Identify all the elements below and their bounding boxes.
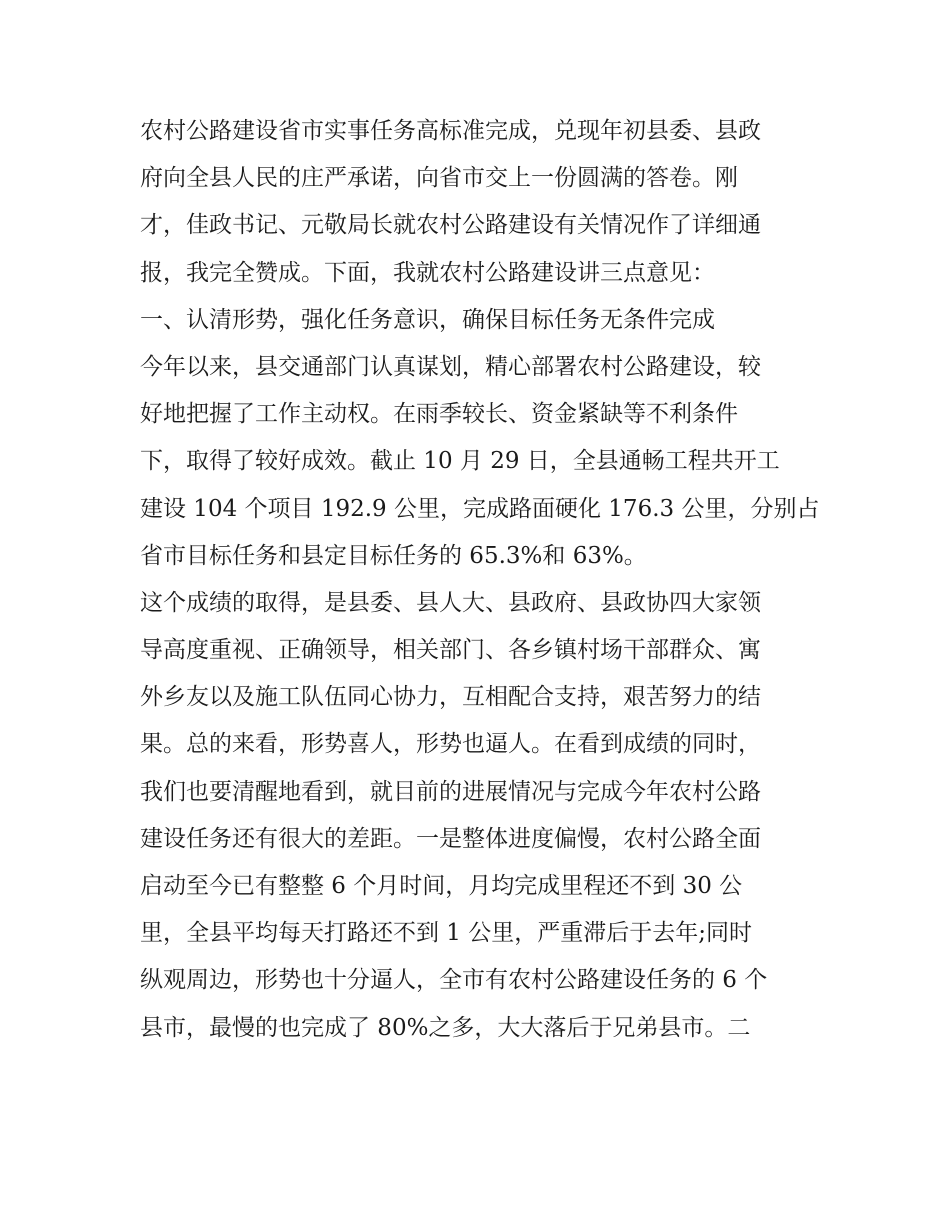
text-line: 报，我完全赞成。下面，我就农村公路建设讲三点意见： xyxy=(140,259,715,286)
text-line: 好地把握了工作主动权。在雨季较长、资金紧缺等不利条件 xyxy=(140,401,738,428)
text-line: 省市目标任务和县定目标任务的 65.3%和 63%。 xyxy=(140,542,647,569)
text-line: 建设 104 个项目 192.9 公里，完成路面硬化 176.3 公里，分别占 xyxy=(140,495,820,522)
text-line: 农村公路建设省市实事任务高标准完成，兑现年初县委、县政 xyxy=(140,118,761,144)
text-line: 下，取得了较好成效。截止 10 月 29 日，全县通畅工程共开工 xyxy=(140,448,780,475)
text-line: 这个成绩的取得，是县委、县人大、县政府、县政协四大家领 xyxy=(140,589,761,616)
text-line: 果。总的来看，形势喜人，形势也逼人。在看到成绩的同时， xyxy=(140,731,761,758)
section-heading: 一、认清形势，强化任务意识，确保目标任务无条件完成 xyxy=(140,306,715,333)
text-line: 启动至今已有整整 6 个月时间，月均完成里程还不到 30 公 xyxy=(140,873,743,899)
text-line: 导高度重视、正确领导，相关部门、各乡镇村场干部群众、寓 xyxy=(140,637,761,664)
text-line: 纵观周边，形势也十分逼人，全市有农村公路建设任务的 6 个 xyxy=(140,967,768,994)
text-line: 我们也要清醒地看到，就目前的进展情况与完成今年农村公路 xyxy=(140,778,761,805)
text-line: 建设任务还有很大的差距。一是整体进度偏慢，农村公路全面 xyxy=(140,825,761,852)
document-body xyxy=(140,108,830,1052)
text-line: 外乡友以及施工队伍同心协力，互相配合支持，艰苦努力的结 xyxy=(140,684,761,711)
text-line: 今年以来，县交通部门认真谋划，精心部署农村公路建设，较 xyxy=(140,353,761,380)
text-line: 才，佳政书记、元敬局长就农村公路建设有关情况作了详细通 xyxy=(140,212,761,239)
text-line: 府向全县人民的庄严承诺，向省市交上一份圆满的答卷。刚 xyxy=(140,165,738,192)
text-line: 县市，最慢的也完成了 80%之多，大大落后于兄弟县市。二 xyxy=(140,1014,751,1041)
text-line: 里，全县平均每天打路还不到 1 公里，严重滞后于去年;同时 xyxy=(140,920,753,947)
